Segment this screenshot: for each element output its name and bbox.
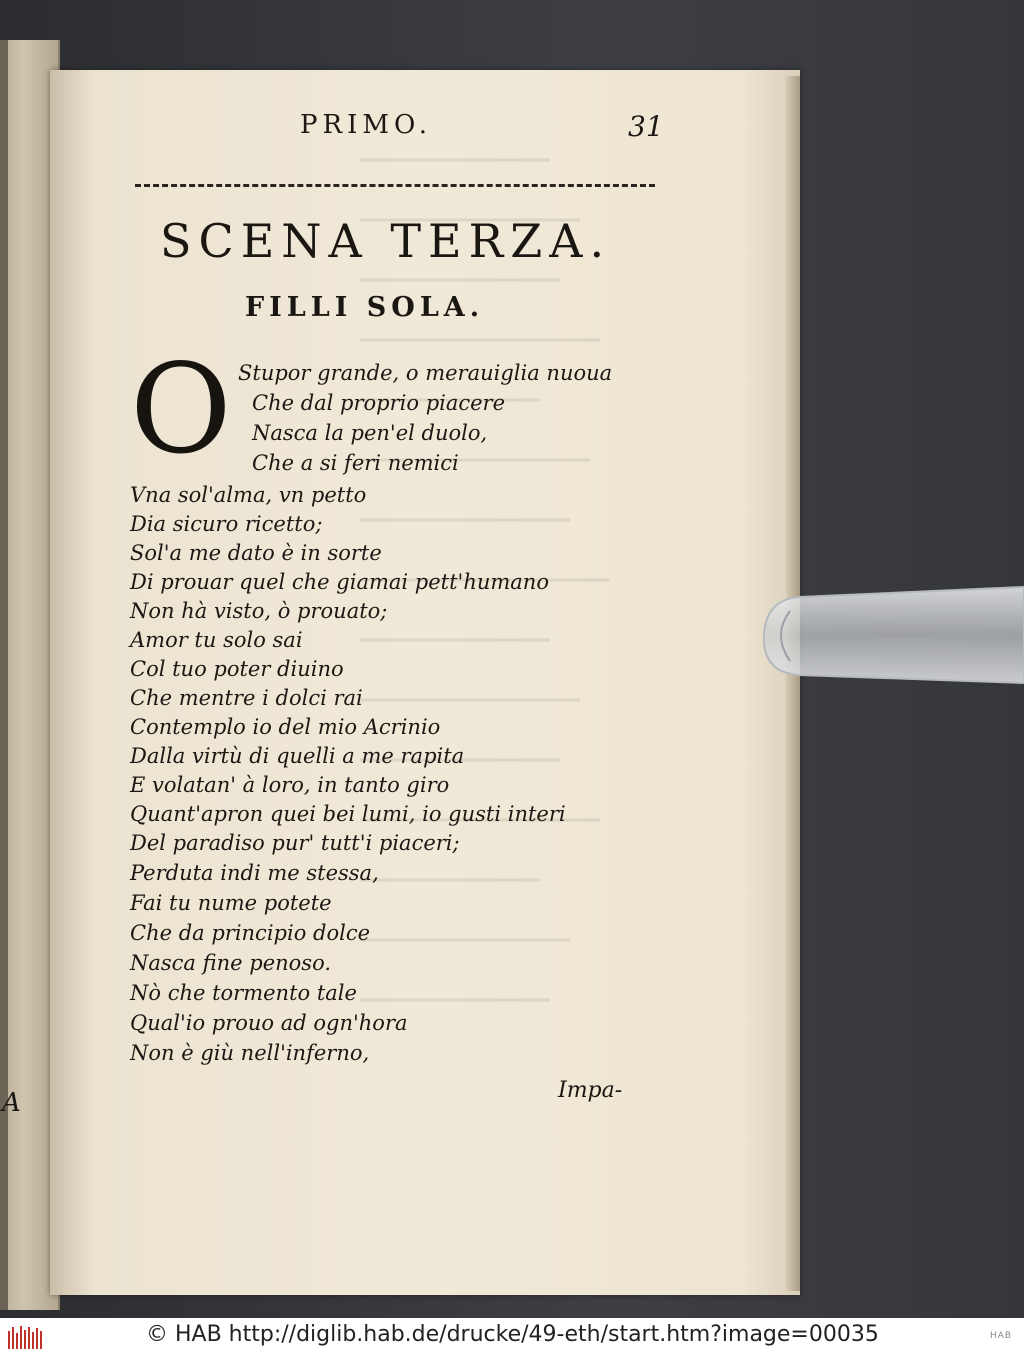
page-number: 31 bbox=[628, 110, 664, 143]
hab-logo-icon bbox=[6, 1323, 46, 1353]
drop-capital: O bbox=[130, 338, 232, 482]
verse-line: Fai tu nume potete bbox=[130, 891, 332, 915]
verse-line: Col tuo poter diuino bbox=[130, 657, 344, 681]
verse-line: E volatan' à loro, in tanto giro bbox=[130, 773, 450, 797]
verse-line: Amor tu solo sai bbox=[130, 628, 303, 652]
character-name: FILLI SOLA. bbox=[245, 292, 485, 323]
verse-line: Qual'io prouo ad ogn'hora bbox=[130, 1011, 408, 1035]
verse-line: Del paradiso pur' tutt'i piaceri; bbox=[130, 831, 460, 855]
footer-bar bbox=[0, 1318, 1024, 1358]
left-page-fragment: A bbox=[2, 1088, 21, 1118]
verse-line: Nò che tormento tale bbox=[130, 981, 357, 1005]
verse-line: Perduta indi me stessa, bbox=[130, 861, 379, 885]
copyright-text: © HAB http://diglib.hab.de/drucke/49-eth/start.htm?image=00035 bbox=[146, 1322, 879, 1347]
verse-line: Nasca la pen'el duolo, bbox=[252, 421, 488, 445]
verse-line: Nasca fine penoso. bbox=[130, 951, 332, 975]
left-page-edge bbox=[0, 40, 8, 1310]
verse-line: Non hà visto, ò prouato; bbox=[130, 599, 388, 623]
verse-line: Dia sicuro ricetto; bbox=[130, 512, 323, 536]
verse-line: Di prouar quel che giamai pett'humano bbox=[130, 570, 549, 594]
verse-line: Stupor grande, o merauiglia nuoua bbox=[238, 361, 613, 385]
verse-line: Sol'a me dato è in sorte bbox=[130, 541, 382, 565]
verse-line: Che dal proprio piacere bbox=[252, 391, 506, 415]
verse-line: Che da principio dolce bbox=[130, 921, 371, 945]
footer-mark: HAB bbox=[990, 1331, 1013, 1341]
catchword: Impa- bbox=[558, 1078, 623, 1103]
header-rule bbox=[135, 184, 655, 187]
page-clip bbox=[760, 585, 1024, 685]
verse-line: Che a si feri nemici bbox=[252, 451, 459, 475]
verse-line: Quant'apron quei bei lumi, io gusti interi bbox=[130, 802, 566, 826]
verse-line: Vna sol'alma, vn petto bbox=[130, 483, 367, 507]
verse-line: Che mentre i dolci rai bbox=[130, 686, 363, 710]
verse-line: Dalla virtù di quelli a me rapita bbox=[130, 744, 465, 768]
verse-line: Contemplo io del mio Acrinio bbox=[130, 715, 441, 739]
running-head: PRIMO. bbox=[300, 110, 433, 140]
scene-title: SCENA TERZA. bbox=[160, 214, 612, 268]
verse-line: Non è giù nell'inferno, bbox=[130, 1041, 370, 1065]
